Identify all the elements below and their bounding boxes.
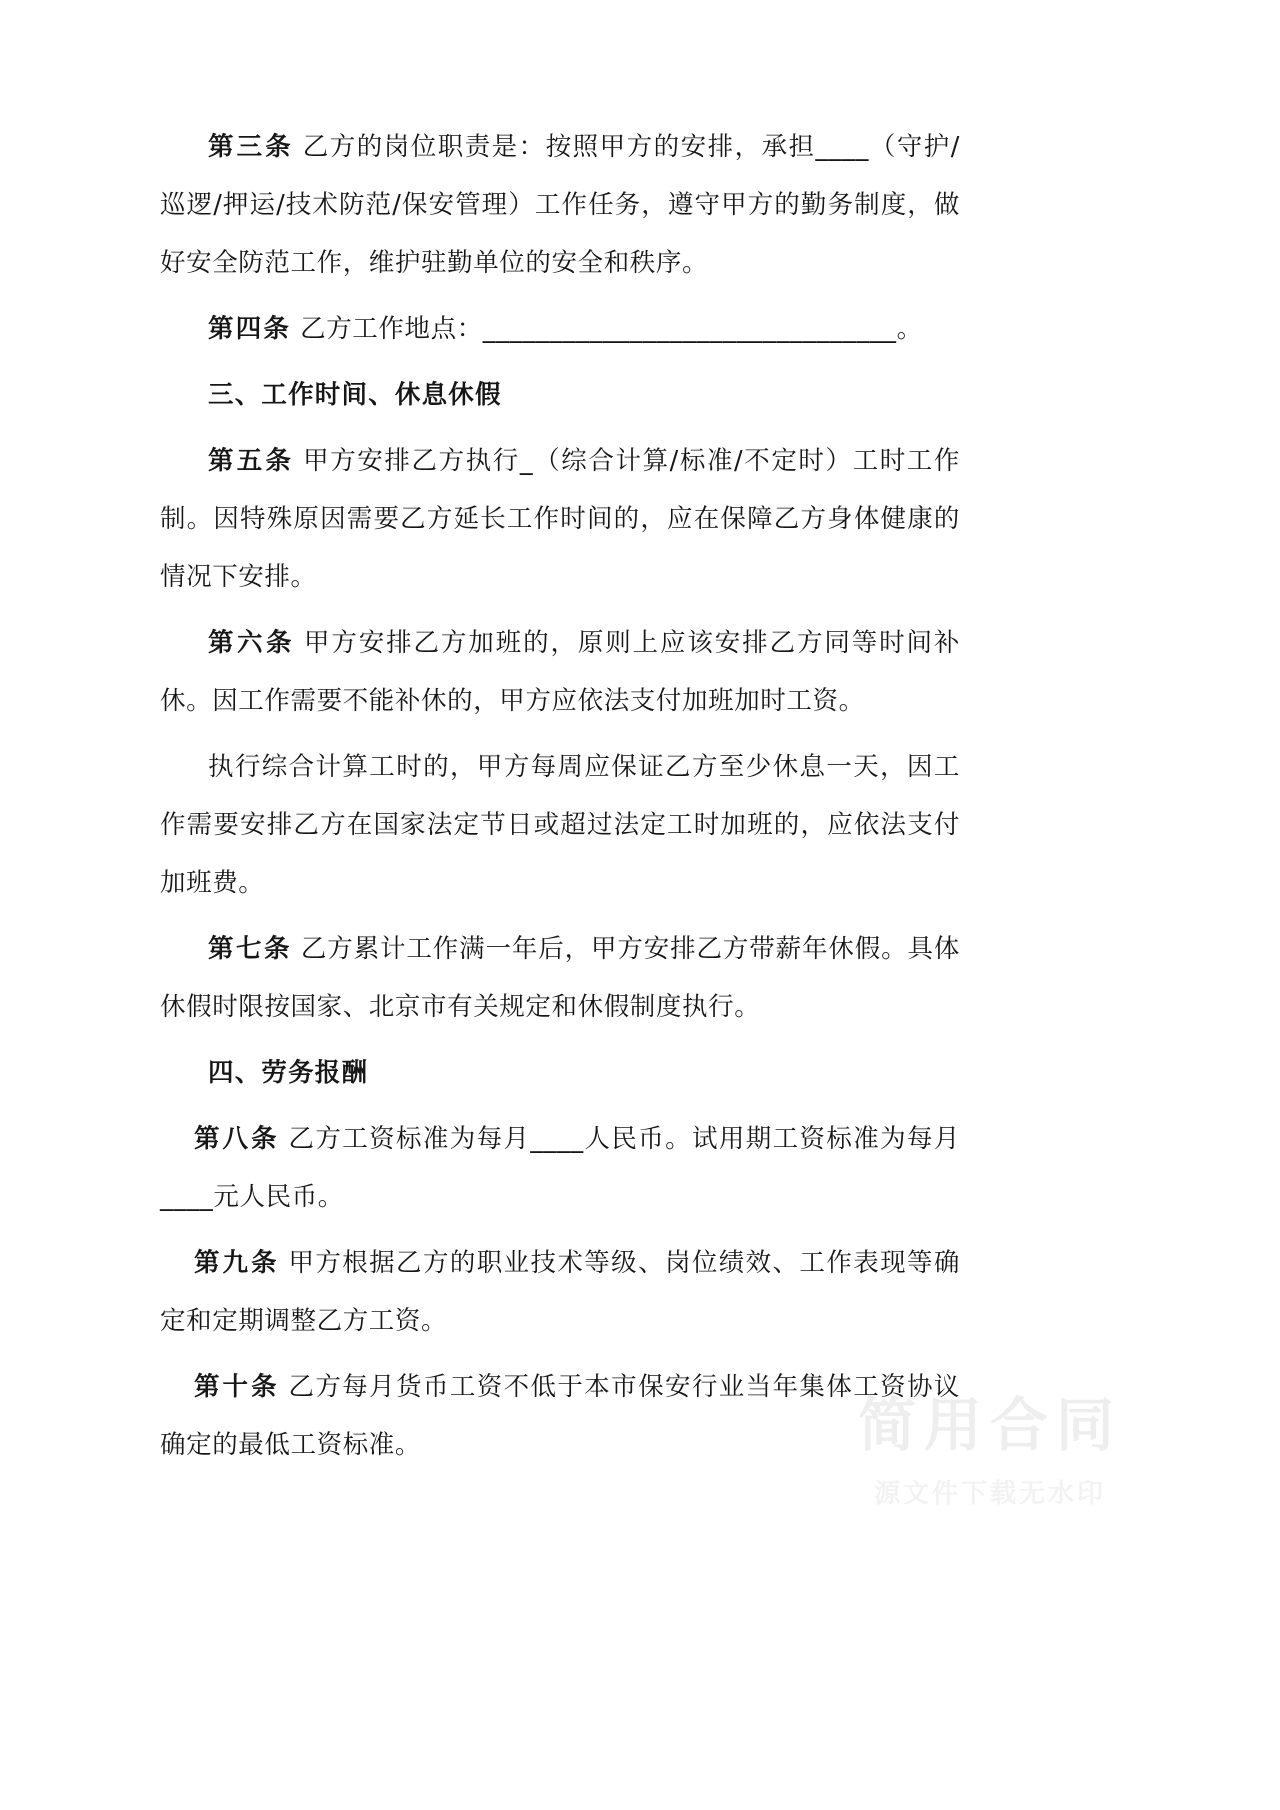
article-9-paragraph: [160, 1234, 960, 1350]
spacer: [160, 424, 960, 432]
article-8-paragraph: [160, 1110, 960, 1226]
article-5-label: 第五条: [208, 446, 295, 476]
article-5-text: 甲方安排乙方执行_（综合计算/标准/不定时）工时工作制。因特殊原因需要乙方延长工作时间的，应在保障乙方身体健康的情况下安排。: [160, 446, 960, 592]
article-7-paragraph: [160, 920, 960, 1036]
spacer: [160, 912, 960, 920]
section-heading-3: 三、工作时间、休息休假: [208, 380, 502, 410]
article-5-paragraph: [160, 432, 960, 606]
article-8-text: 乙方工资标准为每月____人民币。试用期工资标准为每月____元人民币。: [160, 1124, 960, 1212]
article-6-paragraph: [160, 614, 960, 730]
article-9-label: 第九条: [194, 1248, 280, 1278]
spacer: [160, 1350, 960, 1358]
article-8-label: 第八条: [194, 1124, 280, 1154]
spacer: [160, 292, 960, 300]
article-7-text: 乙方累计工作满一年后，甲方安排乙方带薪年休假。具体休假时限按国家、北京市有关规定和休假制度执行。: [160, 934, 960, 1022]
article-4-paragraph: [160, 300, 960, 358]
article-7-label: 第七条: [208, 934, 292, 964]
spacer: [160, 730, 960, 738]
article-10-paragraph: [160, 1358, 960, 1474]
spacer: [160, 606, 960, 614]
article-10-label: 第十条: [194, 1372, 280, 1402]
article-9-text: 甲方根据乙方的职业技术等级、岗位绩效、工作表现等确定和定期调整乙方工资。: [160, 1248, 960, 1336]
article-6-text: 甲方安排乙方加班的，原则上应该安排乙方同等时间补休。因工作需要不能补休的，甲方应依法支付加班加时工资。: [160, 628, 960, 716]
article-6-label: 第六条: [208, 628, 295, 658]
article-10-text: 乙方每月货币工资不低于本市保安行业当年集体工资协议确定的最低工资标准。: [160, 1372, 960, 1460]
article-3-paragraph: [160, 118, 960, 292]
spacer: [160, 1036, 960, 1044]
overtime-paragraph: 执行综合计算工时的，甲方每周应保证乙方至少休息一天，因工作需要安排乙方在国家法定节日或超过法定工时加班的，应依法支付加班费。: [160, 752, 960, 898]
spacer: [160, 1226, 960, 1234]
watermark-main-text: 简用合同: [857, 1391, 1122, 1460]
document-body: [160, 118, 960, 1474]
section-heading-4: 四、劳务报酬: [208, 1058, 369, 1088]
spacer: [160, 1102, 960, 1110]
article-3-text: 乙方的岗位职责是：按照甲方的安排，承担____（守护/巡逻/押运/技术防范/保安管理）工作任务，遵守甲方的勤务制度，做好安全防范工作，维护驻勤单位的安全和秩序。: [160, 132, 960, 278]
document-text-column: [160, 118, 960, 1474]
spacer: [160, 358, 960, 366]
article-3-label: 第三条: [208, 132, 294, 162]
article-4-text: 乙方工作地点：_______________________________。: [300, 314, 923, 344]
watermark-sub-text: 源文件下载无水印: [873, 1479, 1106, 1509]
article-4-label: 第四条: [208, 314, 292, 344]
